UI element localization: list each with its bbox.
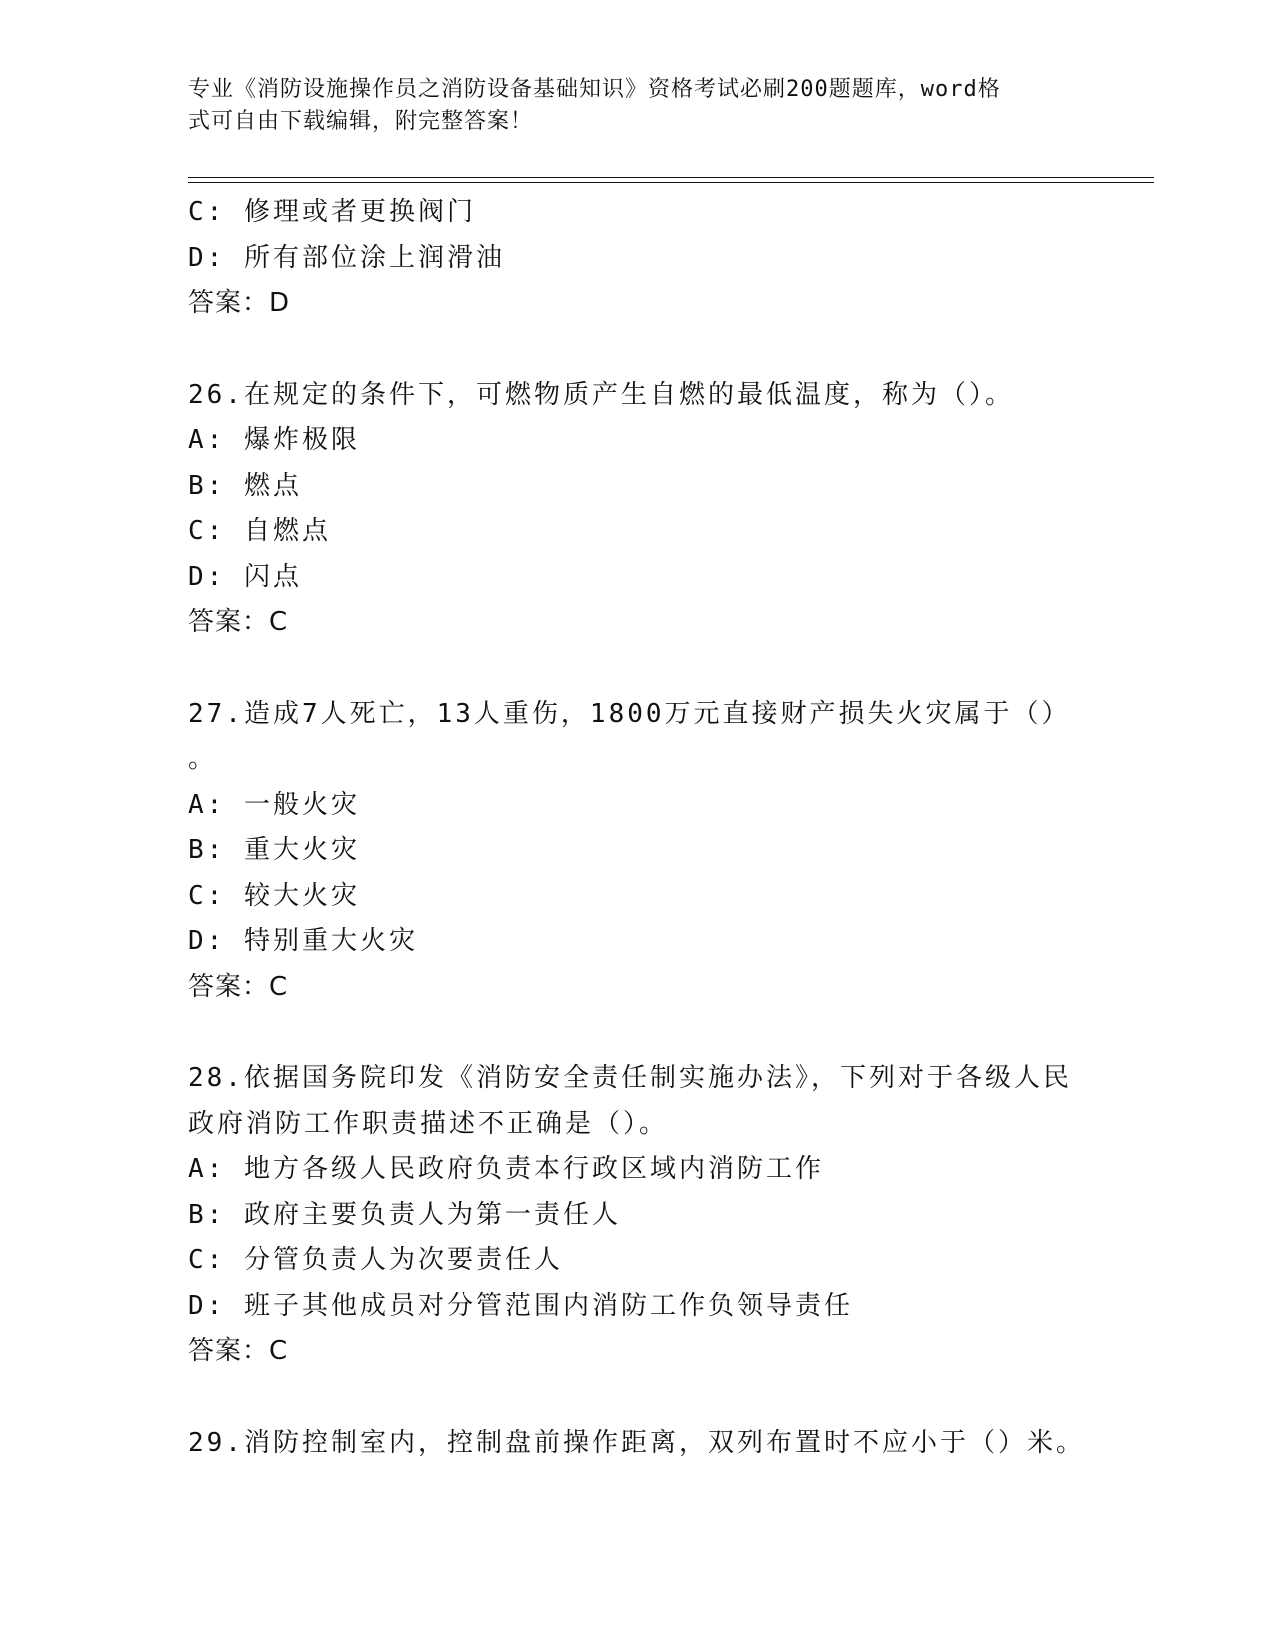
header-rule-bottom [188, 182, 1154, 183]
option-d: D: 闪点 [188, 561, 302, 592]
option-a: A: 爆炸极限 [188, 425, 360, 455]
question-28 [188, 1056, 1088, 1375]
question-stem: 27.造成7人死亡，13人重伤，1800万元直接财产损失火灾属于（） [188, 698, 1071, 729]
question-stem: 28.依据国务院印发《消防安全责任制实施办法》，下列对于各级人民 [188, 1063, 1072, 1093]
option-d: D: 班子其他成员对分管范围内消防工作负领导责任 [188, 1290, 853, 1321]
option-a: A: 一般火灾 [188, 789, 360, 820]
option-d: D: 所有部位涂上润滑油 [188, 242, 505, 273]
option-a: A: 地方各级人民政府负责本行政区域内消防工作 [188, 1154, 824, 1184]
option-c: C: 较大火灾 [188, 880, 360, 911]
option-d: D: 特别重大火灾 [188, 926, 418, 956]
question-26 [188, 373, 1088, 646]
option-c: C: 自燃点 [188, 516, 331, 546]
option-b: B: 重大火灾 [188, 835, 360, 865]
question-list [188, 190, 1088, 1466]
question-stem: 29.消防控制室内，控制盘前操作距离，双列布置时不应小于（）米。 [188, 1427, 1085, 1458]
document-header [188, 74, 1068, 138]
header-line-2: 式可自由下载编辑，附完整答案！ [188, 109, 534, 134]
answer: 答案：C [188, 971, 289, 1002]
question-stem-continued: 政府消防工作职责描述不正确是（）。 [188, 1108, 669, 1139]
question-stem-continued: 。 [188, 744, 218, 774]
question-25-tail [188, 190, 1088, 327]
answer: 答案：C [188, 1336, 289, 1366]
header-rule-top [188, 177, 1154, 178]
option-c: C: 修理或者更换阀门 [188, 197, 476, 227]
answer: 答案：D [188, 288, 291, 318]
question-27 [188, 692, 1088, 1011]
header-line-1: 专业《消防设施操作员之消防设备基础知识》资格考试必刷200题题库，word格 [188, 77, 1001, 102]
answer: 答案：C [188, 607, 289, 637]
option-b: B: 燃点 [188, 470, 302, 501]
option-b: B: 政府主要负责人为第一责任人 [188, 1199, 621, 1230]
question-29 [188, 1421, 1088, 1467]
option-c: C: 分管负责人为次要责任人 [188, 1245, 563, 1275]
question-stem: 26.在规定的条件下，可燃物质产生自燃的最低温度，称为（）。 [188, 379, 1014, 410]
